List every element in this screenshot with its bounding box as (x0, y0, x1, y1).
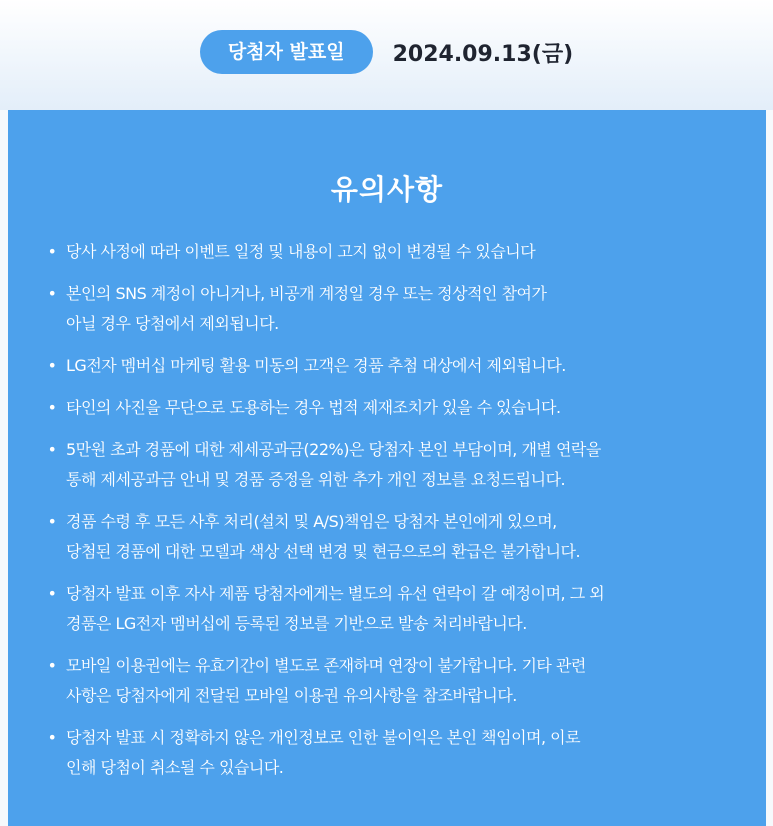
notice-item (46, 651, 746, 711)
notice-item-text: 경품은 LG전자 멤버십에 등록된 정보를 기반으로 발송 처리바랍니다. (66, 614, 527, 633)
bullet-icon: • (47, 728, 57, 747)
notice-item-text: 사항은 당첨자에게 전달된 모바일 이용권 유의사항을 참조바랍니다. (66, 686, 517, 705)
notice-item-text: 당사 사정에 따라 이벤트 일정 및 내용이 고지 없이 변경될 수 있습니다 (66, 242, 536, 261)
winner-announcement-badge: 당첨자 발표일 (200, 30, 373, 74)
notice-item-text: 5만원 초과 경품에 대한 제세공과금(22%)은 당첨자 본인 부담이며, 개별 연락을 (66, 440, 601, 459)
notice-item-text: 인해 당첨이 취소될 수 있습니다. (66, 758, 284, 777)
notice-item (46, 279, 746, 339)
notice-item-text: 당첨자 발표 이후 자사 제품 당첨자에게는 별도의 유선 연락이 갈 예정이며, 그 외 (66, 584, 605, 603)
bullet-icon: • (47, 656, 57, 675)
notice-item-text: 본인의 SNS 계정이 아니거나, 비공개 계정일 경우 또는 정상적인 참여가 (66, 284, 547, 303)
winner-announcement-date: 2024.09.13(금) (392, 41, 574, 67)
bullet-icon: • (47, 356, 57, 375)
notice-item (46, 351, 746, 381)
notice-item (46, 723, 746, 783)
notice-item-text: 당첨자 발표 시 정확하지 않은 개인정보로 인한 불이익은 본인 책임이며, 이로 (66, 728, 581, 747)
notice-item (46, 579, 746, 639)
notice-item-text: 당첨된 경품에 대한 모델과 색상 선택 변경 및 현금으로의 환급은 불가합니다. (66, 542, 581, 561)
bullet-icon: • (47, 284, 57, 303)
notice-item (46, 393, 746, 423)
notice-item-text: 통해 제세공과금 안내 및 경품 증정을 위한 추가 개인 정보를 요청드립니다. (66, 470, 566, 489)
bullet-icon: • (47, 242, 57, 261)
notice-item-text: 아닐 경우 당첨에서 제외됩니다. (66, 314, 279, 333)
notice-item (46, 237, 746, 267)
notice-item-text: 타인의 사진을 무단으로 도용하는 경우 법적 제재조치가 있을 수 있습니다. (66, 398, 561, 417)
bullet-icon: • (47, 398, 57, 417)
winner-announcement-row (0, 30, 773, 74)
notice-item-text: 경품 수령 후 모든 사후 처리(설치 및 A/S)책임은 당첨자 본인에게 있으며, (66, 512, 557, 531)
announcement-section (0, 0, 773, 110)
notice-item (46, 435, 746, 495)
notice-section (8, 110, 766, 826)
bullet-icon: • (47, 584, 57, 603)
notice-item-text: LG전자 멤버십 마케팅 활용 미동의 고객은 경품 추첨 대상에서 제외됩니다. (66, 356, 566, 375)
notice-item (46, 507, 746, 567)
bullet-icon: • (47, 440, 57, 459)
notice-item-text: 모바일 이용권에는 유효기간이 별도로 존재하며 연장이 불가합니다. 기타 관련 (66, 656, 586, 675)
bullet-icon: • (47, 512, 57, 531)
notice-title: 유의사항 (330, 173, 444, 206)
notice-list (46, 237, 746, 795)
